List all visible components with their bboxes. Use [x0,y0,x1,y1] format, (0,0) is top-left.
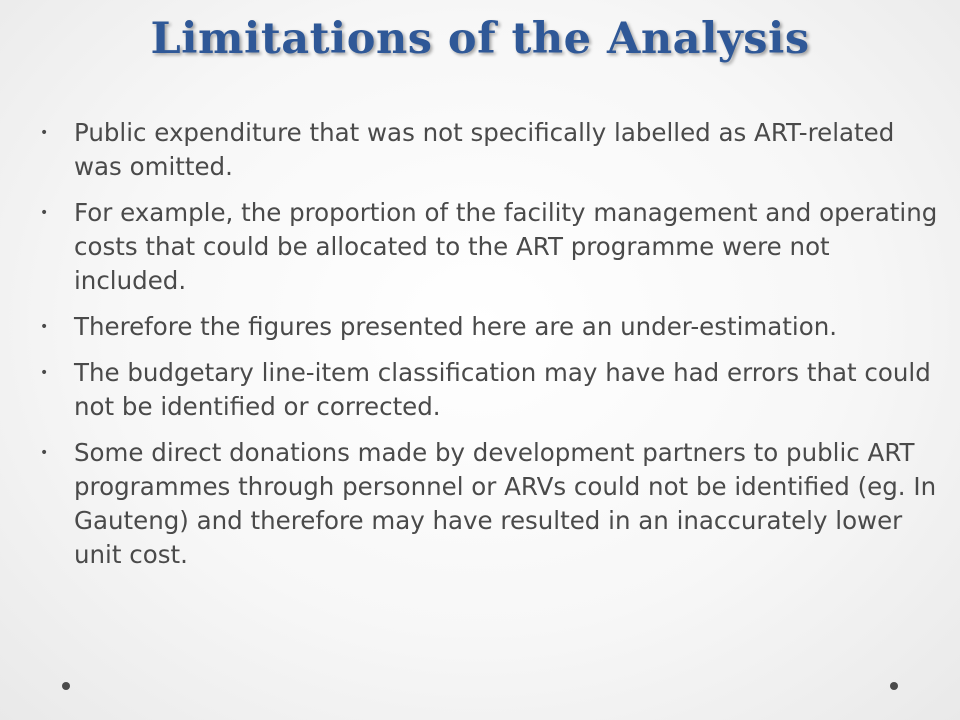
bullet-text: For example, the proportion of the facility management and operating costs that could be allocated to the ART programme were not included. [74,198,938,295]
bullet-text: The budgetary line-item classification may have had errors that could not be identified or corrected. [74,358,931,421]
bullet-icon: • [40,445,49,461]
bullet-item [40,196,940,298]
bullet-icon: • [40,319,49,335]
slide-title: Limitations of the Analysis [150,14,810,64]
bullet-item [40,116,940,184]
bullet-icon: • [40,205,49,221]
decorative-dot-icon [890,682,898,690]
bullet-text: Some direct donations made by development partners to public ART programmes through personnel or ARVs could not be identified (eg. In Gauteng) and therefore may have resulted in an inaccurately lower unit cost. [74,438,937,569]
bullet-item [40,356,940,424]
bullet-item [40,310,940,344]
bullet-text: Public expenditure that was not specifically labelled as ART-related was omitted. [74,118,895,181]
decorative-dot-icon [62,682,70,690]
bullet-text: Therefore the figures presented here are an under-estimation. [74,312,838,341]
bullet-list [40,116,940,584]
bullet-item [40,436,940,572]
bullet-icon: • [40,125,49,141]
bullet-icon: • [40,365,49,381]
